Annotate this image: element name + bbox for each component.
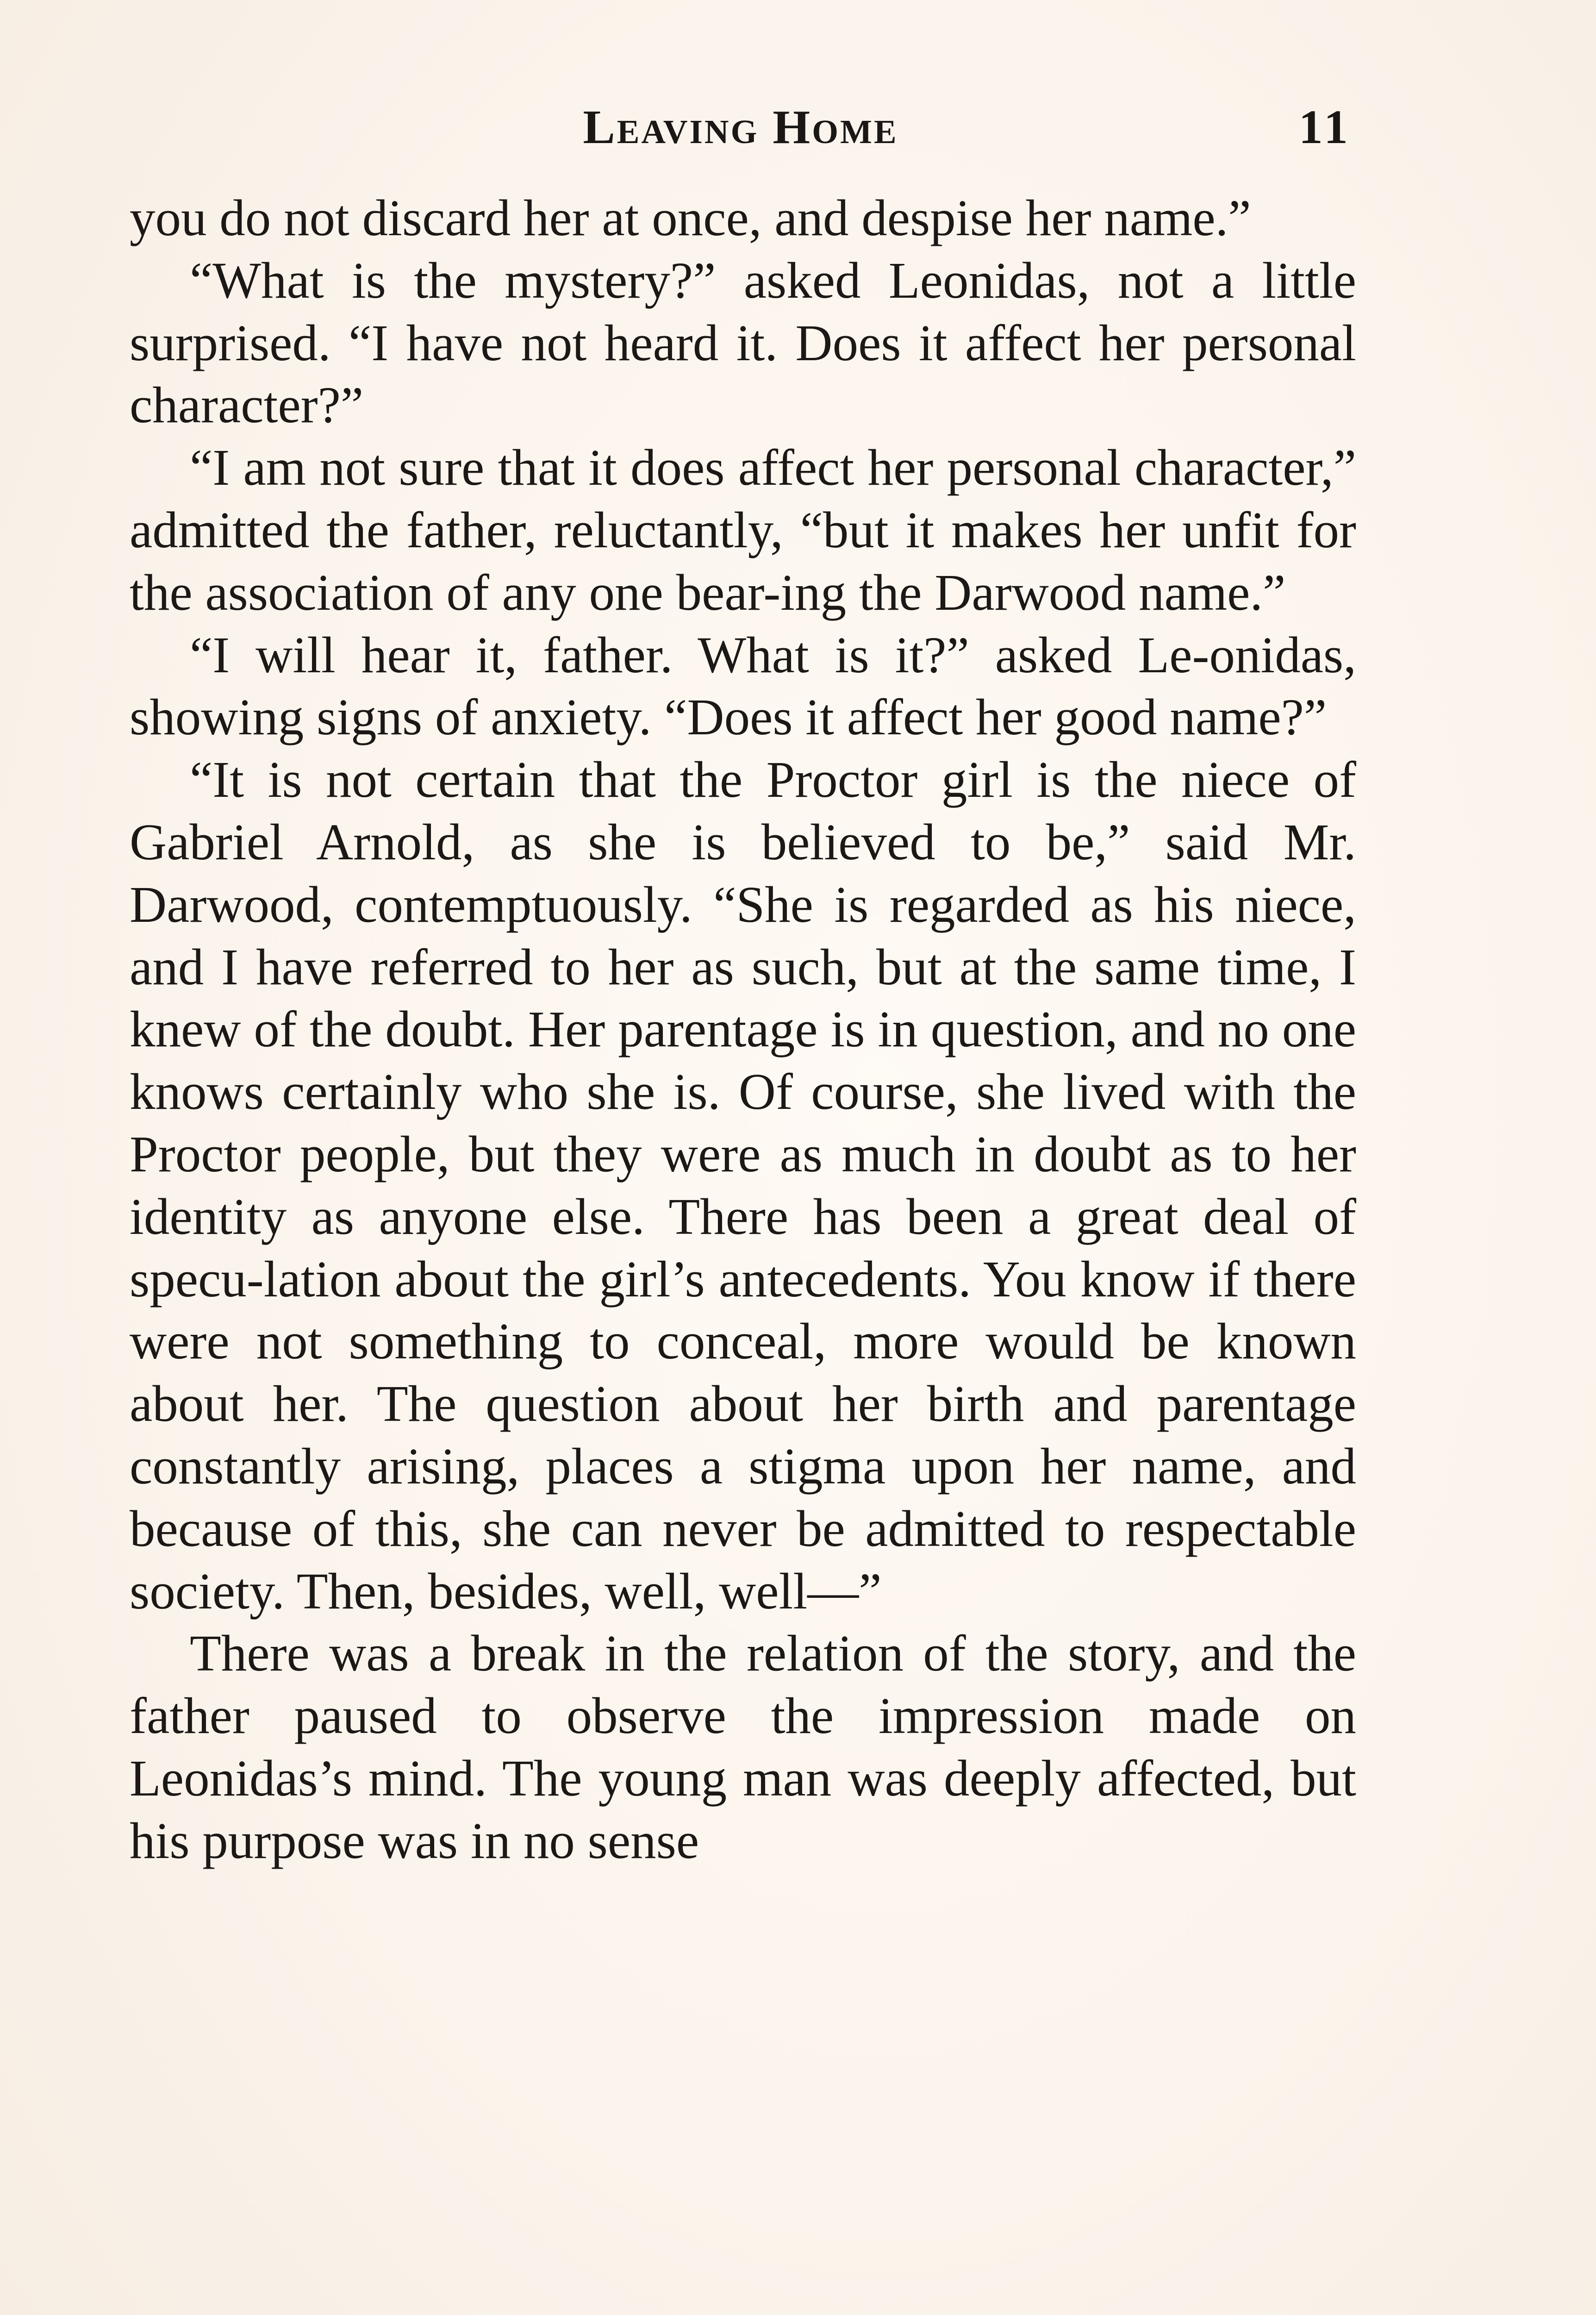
paragraph: “I am not sure that it does affect her personal character,” admitted the father, reluctantly, “but it makes her unfit for the association of any one bear-ing the Darwood name.” (130, 439, 1356, 621)
running-head (130, 100, 1352, 155)
body-text (130, 188, 1356, 1873)
paragraph: There was a break in the relation of the story, and the father paused to observe the impression made on Leonidas’s mind. The young man was deeply affected, but his purpose was in no sense (130, 1625, 1356, 1870)
chapter-title: Leaving Home (583, 100, 898, 154)
paragraph: “It is not certain that the Proctor girl is the niece of Gabriel Arnold, as she is believed to be,” said Mr. Darwood, contemptuously. “She is regarded as his niece, and I have referred to her as such, but at the same time, I knew of the doubt. Her parentage is in question, and no one knows certainly who she is. Of course, she lived with the Proctor people, but they were as much in doubt as to her identity as anyone else. There has been a great deal of specu-lation about the girl’s antecedents. You know if there were not something to conceal, more would be known about her. The question about her birth and parentage constantly arising, places a stigma upon her name, and because of this, she can never be admitted to respectable society. Then, besides, well, well—” (130, 751, 1356, 1620)
page-number: 11 (1298, 100, 1352, 154)
paragraph: “What is the mystery?” asked Leonidas, not a little surprised. “I have not heard it. Does it affect her personal character?” (130, 252, 1356, 434)
paragraph-continuation: you do not discard her at once, and despise her name.” (130, 190, 1251, 247)
paragraph: “I will hear it, father. What is it?” asked Le-onidas, showing signs of anxiety. “Does it affect her good name?” (130, 626, 1356, 746)
